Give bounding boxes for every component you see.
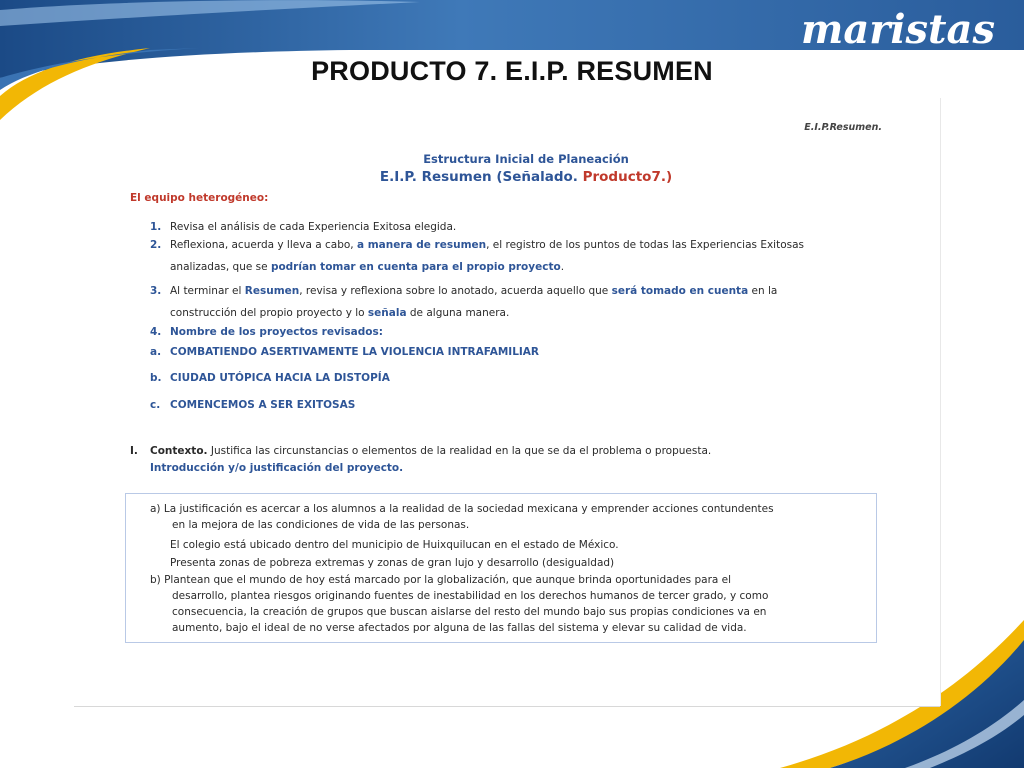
list-text: Al terminar el [170, 285, 245, 297]
box-line: aumento, bajo el ideal de no verse afectados por alguna de las fallas del sistema y elevar su calidad de vida. [172, 622, 747, 634]
document-subheading-text: E.I.P. Resumen (Señalado. [379, 169, 583, 185]
list-item [150, 235, 804, 256]
list-emphasis: Resumen [244, 285, 300, 297]
list-emphasis: señala [367, 307, 407, 319]
list-text: construcción del propio proyecto y lo [170, 307, 368, 319]
list-number: c. [150, 399, 161, 411]
list-number: a. [150, 346, 162, 358]
document-image [112, 98, 941, 706]
team-label: El equipo heterogéneo: [130, 192, 269, 204]
justification-box [125, 493, 877, 643]
list-text: , el registro de los puntos de todas las Experiencias Exitosas [486, 239, 805, 251]
slide-title: PRODUCTO 7. E.I.P. RESUMEN [311, 56, 713, 86]
list-number: 4. [150, 326, 162, 338]
list-item [150, 395, 355, 416]
list-text: de alguna manera. [406, 307, 510, 319]
list-text: . [560, 261, 565, 273]
list-emphasis: será tomado en cuenta [611, 285, 749, 297]
list-text: Revisa el análisis de cada Experiencia Exitosa elegida. [170, 221, 457, 233]
list-text: , revisa y reflexiona sobre lo anotado, acuerda aquello que [299, 285, 612, 297]
list-item [150, 281, 777, 302]
box-line: b) Plantean que el mundo de hoy está marcado por la globalización, que aunque brinda oportunidades para el [150, 574, 732, 586]
box-line: en la mejora de las condiciones de vida de las personas. [172, 519, 470, 531]
project-name: CIUDAD UTÓPICA HACIA LA DISTOPÍA [170, 372, 390, 384]
box-line: Presenta zonas de pobreza extremas y zonas de gran lujo y desarrollo (desigualdad) [170, 557, 615, 569]
context-subtitle: Introducción y/o justificación del proyecto. [150, 462, 404, 474]
document-bottom-divider [74, 706, 940, 707]
context-section [130, 445, 711, 457]
box-line: El colegio está ubicado dentro del municipio de Huixquilucan en el estado de México. [170, 539, 619, 551]
list-emphasis: podrían tomar en cuenta para el propio proyecto [270, 261, 561, 273]
list-item [150, 368, 390, 389]
box-line: consecuencia, la creación de grupos que buscan aislarse del resto del mundo bajo sus propias condiciones va en [172, 606, 767, 618]
document-subheading [112, 169, 940, 185]
list-text: Reflexiona, acuerda y lleva a cabo, [170, 239, 357, 251]
list-item-continuation [170, 307, 509, 319]
section-number: I. [130, 445, 138, 457]
section-text: Justifica las circunstancias o elementos de la realidad en la que se da el problema o propuesta. [207, 445, 712, 457]
list-item [150, 342, 539, 363]
project-name: COMBATIENDO ASERTIVAMENTE LA VIOLENCIA INTRAFAMILIAR [170, 346, 540, 358]
list-text: en la [748, 285, 778, 297]
list-emphasis: a manera de resumen [356, 239, 487, 251]
document-subheading-product: Producto7.) [582, 169, 673, 185]
list-number: 3. [150, 285, 162, 297]
section-label: Contexto. [150, 445, 208, 457]
box-line: a) La justificación es acercar a los alumnos a la realidad de la sociedad mexicana y emprender acciones contundentes [150, 503, 774, 515]
box-line: desarrollo, plantea riesgos originando fuentes de inestabilidad en los derechos humanos de tercer grado, y como [172, 590, 769, 602]
maristas-logo: maristas [801, 6, 995, 53]
document-heading: Estructura Inicial de Planeación [423, 152, 629, 166]
list-item [150, 322, 383, 343]
list-number: b. [150, 372, 162, 384]
document-tag: E.I.P.Resumen. [804, 122, 882, 133]
list-text: analizadas, que se [170, 261, 271, 273]
list-number: 2. [150, 239, 162, 251]
list-emphasis: Nombre de los proyectos revisados: [170, 326, 383, 338]
list-item-continuation [170, 261, 564, 273]
list-number: 1. [150, 221, 162, 233]
project-name: COMENCEMOS A SER EXITOSAS [170, 399, 356, 411]
